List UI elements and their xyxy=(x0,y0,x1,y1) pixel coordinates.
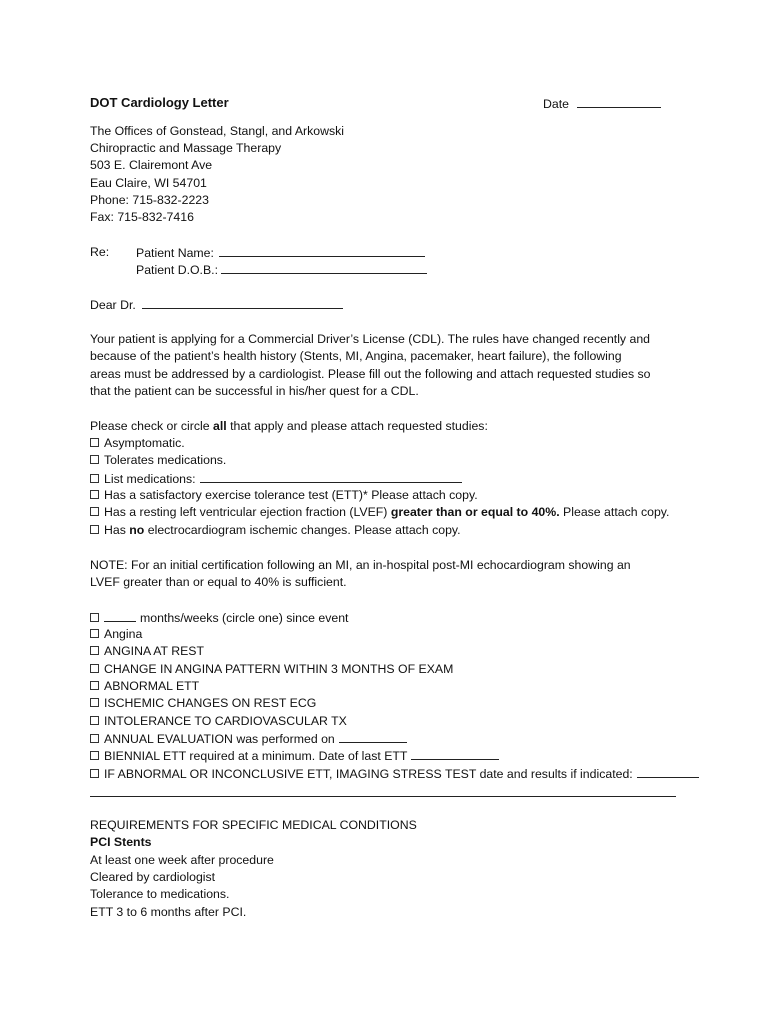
requirement-item: ETT 3 to 6 months after PCI. xyxy=(90,905,247,919)
item-label: Tolerates medications. xyxy=(104,453,227,467)
salutation: Dear Dr. xyxy=(90,298,136,312)
requirement-item: At least one week after procedure xyxy=(90,853,274,867)
note-line: NOTE: For an initial certification following an MI, an in-hospital post-MI echocardiogram showing an xyxy=(90,558,631,572)
item-label: ANNUAL EVALUATION was performed on xyxy=(104,732,335,746)
patient-dob-line[interactable] xyxy=(221,261,427,274)
list-item-ischemic xyxy=(90,695,316,712)
document-title: DOT Cardiology Letter xyxy=(90,95,229,110)
list-item-change xyxy=(90,661,453,678)
checkbox[interactable] xyxy=(90,734,99,743)
biennial-date-line[interactable] xyxy=(411,747,499,760)
patient-dob-label: Patient D.O.B.: xyxy=(136,263,219,277)
date-label: Date xyxy=(543,97,569,111)
patient-name-line[interactable] xyxy=(219,244,425,257)
item-label: Has a resting left ventricular ejection fraction (LVEF) xyxy=(104,505,391,519)
item-label: ANGINA AT REST xyxy=(104,644,204,658)
medications-line[interactable] xyxy=(200,470,462,483)
item-label-bold: greater than or equal to 40%. xyxy=(390,505,560,519)
intro-line: areas must be addressed by a cardiologist. Please fill out the following and attach requested studies so xyxy=(90,367,651,381)
list-item-abnormal-ett xyxy=(90,678,199,695)
item-label: months/weeks (circle one) since event xyxy=(140,611,349,625)
requirements-heading: REQUIREMENTS FOR SPECIFIC MEDICAL CONDITIONS xyxy=(90,818,417,832)
instr-text: Please check or circle xyxy=(90,419,214,433)
re-label: Re: xyxy=(90,245,110,259)
item-label: List medications: xyxy=(104,472,196,486)
patient-dob-field xyxy=(136,261,427,279)
check-item-tolerates xyxy=(90,452,226,469)
intro-line: that the patient can be successful in his/her quest for a CDL. xyxy=(90,384,419,398)
list-item-biennial xyxy=(90,747,499,765)
office-name: The Offices of Gonstead, Stangl, and Arkowski xyxy=(90,124,345,138)
item-label: BIENNIAL ETT required at a minimum. Date of last ETT xyxy=(104,749,408,763)
patient-name-field xyxy=(136,244,425,262)
list-item-imaging xyxy=(90,765,699,783)
checkbox[interactable] xyxy=(90,613,99,622)
divider-line[interactable] xyxy=(90,796,676,797)
checkbox[interactable] xyxy=(90,455,99,464)
intro-line: Your patient is applying for a Commercial Driver’s License (CDL). The rules have changed recently and xyxy=(90,332,651,346)
list-item-intolerance xyxy=(90,713,347,730)
checkbox[interactable] xyxy=(90,629,99,638)
date-input-line[interactable] xyxy=(577,95,661,108)
date-field xyxy=(543,95,661,113)
check-item-ett xyxy=(90,487,478,504)
office-phone: Phone: 715-832-2223 xyxy=(90,193,209,207)
office-city: Eau Claire, WI 54701 xyxy=(90,176,207,190)
list-item-annual xyxy=(90,730,407,748)
instr-bold: all xyxy=(213,419,227,433)
pci-stents-heading: PCI Stents xyxy=(90,835,152,849)
checkbox[interactable] xyxy=(90,664,99,673)
list-item-angina-rest xyxy=(90,643,204,660)
intro-line: because of the patient’s health history (Stents, MI, Angina, pacemaker, heart failure), the following xyxy=(90,349,622,363)
item-label: ABNORMAL ETT xyxy=(104,679,200,693)
check-item-medications xyxy=(90,470,462,488)
check-item-asymptomatic xyxy=(90,435,185,452)
item-label: CHANGE IN ANGINA PATTERN WITHIN 3 MONTHS OF EXAM xyxy=(104,662,454,676)
item-label: Please attach copy. xyxy=(559,505,670,519)
checkbox[interactable] xyxy=(90,646,99,655)
checkbox[interactable] xyxy=(90,716,99,725)
months-line[interactable] xyxy=(104,609,136,622)
checkbox[interactable] xyxy=(90,438,99,447)
checkbox[interactable] xyxy=(90,769,99,778)
list-item-months xyxy=(90,609,348,627)
item-label-bold: no xyxy=(129,523,145,537)
item-label: Asymptomatic. xyxy=(104,436,185,450)
annual-date-line[interactable] xyxy=(339,730,407,743)
office-fax: Fax: 715-832-7416 xyxy=(90,210,194,224)
checkbox[interactable] xyxy=(90,525,99,534)
checkbox[interactable] xyxy=(90,698,99,707)
item-label: IF ABNORMAL OR INCONCLUSIVE ETT, IMAGING STRESS TEST date and results if indicated: xyxy=(104,767,633,781)
checkbox[interactable] xyxy=(90,681,99,690)
office-street: 503 E. Clairemont Ave xyxy=(90,158,213,172)
instr-text: that apply and please attach requested studies: xyxy=(226,419,488,433)
item-label: Has a satisfactory exercise tolerance test (ETT)* Please attach copy. xyxy=(104,488,478,502)
item-label: ISCHEMIC CHANGES ON REST ECG xyxy=(104,696,317,710)
salutation-field xyxy=(90,296,343,314)
requirement-item: Tolerance to medications. xyxy=(90,887,230,901)
check-instructions xyxy=(90,418,488,435)
doctor-name-line[interactable] xyxy=(142,296,343,309)
imaging-results-line[interactable] xyxy=(637,765,699,778)
check-item-lvef xyxy=(90,504,669,521)
requirement-item: Cleared by cardiologist xyxy=(90,870,216,884)
list-item-angina xyxy=(90,626,142,643)
office-type: Chiropractic and Massage Therapy xyxy=(90,141,282,155)
item-label: Has xyxy=(104,523,130,537)
patient-name-label: Patient Name: xyxy=(136,246,214,260)
item-label: electrocardiogram ischemic changes. Please attach copy. xyxy=(144,523,461,537)
checkbox[interactable] xyxy=(90,751,99,760)
checkbox[interactable] xyxy=(90,507,99,516)
checkbox[interactable] xyxy=(90,490,99,499)
item-label: Angina xyxy=(104,627,143,641)
note-line: LVEF greater than or equal to 40% is sufficient. xyxy=(90,575,347,589)
check-item-ecg xyxy=(90,522,461,539)
item-label: INTOLERANCE TO CARDIOVASCULAR TX xyxy=(104,714,347,728)
checkbox[interactable] xyxy=(90,474,99,483)
